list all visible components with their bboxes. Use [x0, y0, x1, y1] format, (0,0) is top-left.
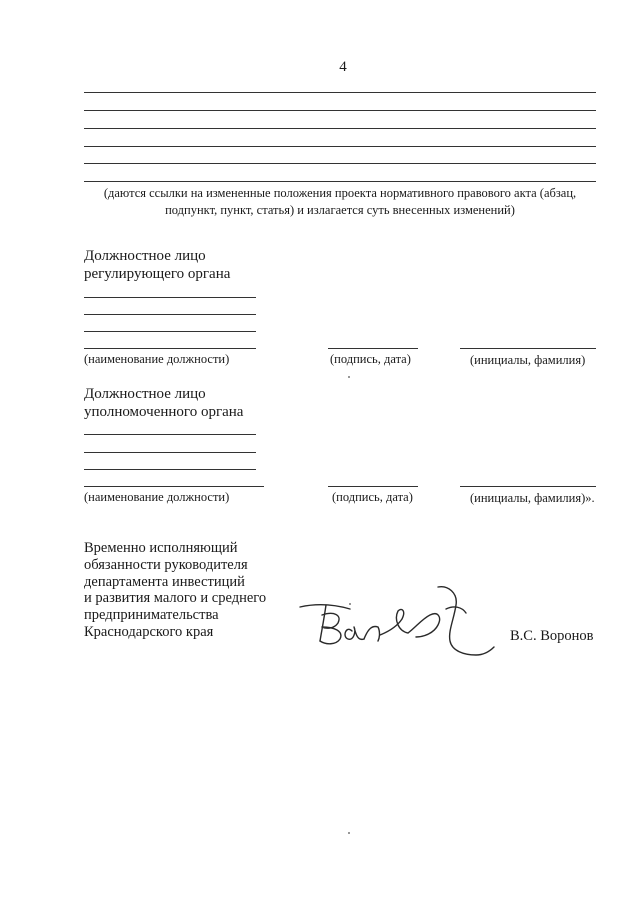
authorized-official-heading-line1: Должностное лицо — [84, 386, 206, 402]
regulating-official-heading-line1: Должностное лицо — [84, 248, 206, 264]
signatory-title-line: Краснодарского края — [84, 623, 214, 640]
position-line — [84, 434, 256, 435]
signatory-title-line: обязанности руководителя — [84, 556, 248, 573]
signatory-name: В.С. Воронов — [510, 628, 594, 644]
position-line — [84, 348, 256, 349]
scan-speck — [349, 603, 351, 605]
authorized-name-caption: (инициалы, фамилия)». — [470, 491, 595, 505]
signature-line — [328, 486, 418, 487]
scan-speck — [348, 376, 350, 378]
blank-line — [84, 146, 596, 147]
signatory-title-line: Временно исполняющий — [84, 540, 238, 556]
regulating-name-caption: (инициалы, фамилия) — [470, 353, 586, 367]
signatory-title-line: и развития малого и среднего — [84, 590, 267, 607]
blank-line — [84, 181, 596, 182]
page-number: 4 — [339, 59, 347, 75]
position-line — [84, 469, 256, 470]
regulating-official-heading-line2: регулирующего органа — [84, 266, 231, 282]
blank-line — [84, 163, 596, 164]
position-line — [84, 297, 256, 298]
signature-line — [328, 348, 418, 349]
regulating-position-caption: (наименование должности) — [84, 352, 230, 366]
change-note: (даются ссылки на измененные положения проекта нормативного правового акта (абзац, подпункт, пункт, статья) и излагается суть внесенных изменений) — [103, 186, 577, 217]
scan-speck — [348, 832, 350, 834]
name-line — [460, 348, 596, 349]
blank-line — [84, 128, 596, 129]
position-line — [84, 452, 256, 453]
authorized-position-caption: (наименование должности) — [84, 490, 230, 504]
authorized-signature-caption: (подпись, дата) — [332, 490, 413, 504]
regulating-official-heading — [84, 247, 230, 283]
name-line — [460, 486, 596, 487]
regulating-signature-caption: (подпись, дата) — [330, 352, 411, 366]
position-line — [84, 331, 256, 332]
blank-line — [84, 110, 596, 111]
handwritten-signature — [298, 585, 498, 660]
signatory-title-line: предпринимательства — [84, 607, 219, 624]
position-line — [84, 486, 264, 487]
authorized-official-heading-line2: уполномоченного органа — [84, 404, 244, 420]
signatory-title — [84, 540, 266, 641]
signatory-title-line: департамента инвестиций — [84, 573, 245, 590]
blank-line — [84, 92, 596, 93]
position-line — [84, 314, 256, 315]
authorized-official-heading — [84, 385, 243, 421]
